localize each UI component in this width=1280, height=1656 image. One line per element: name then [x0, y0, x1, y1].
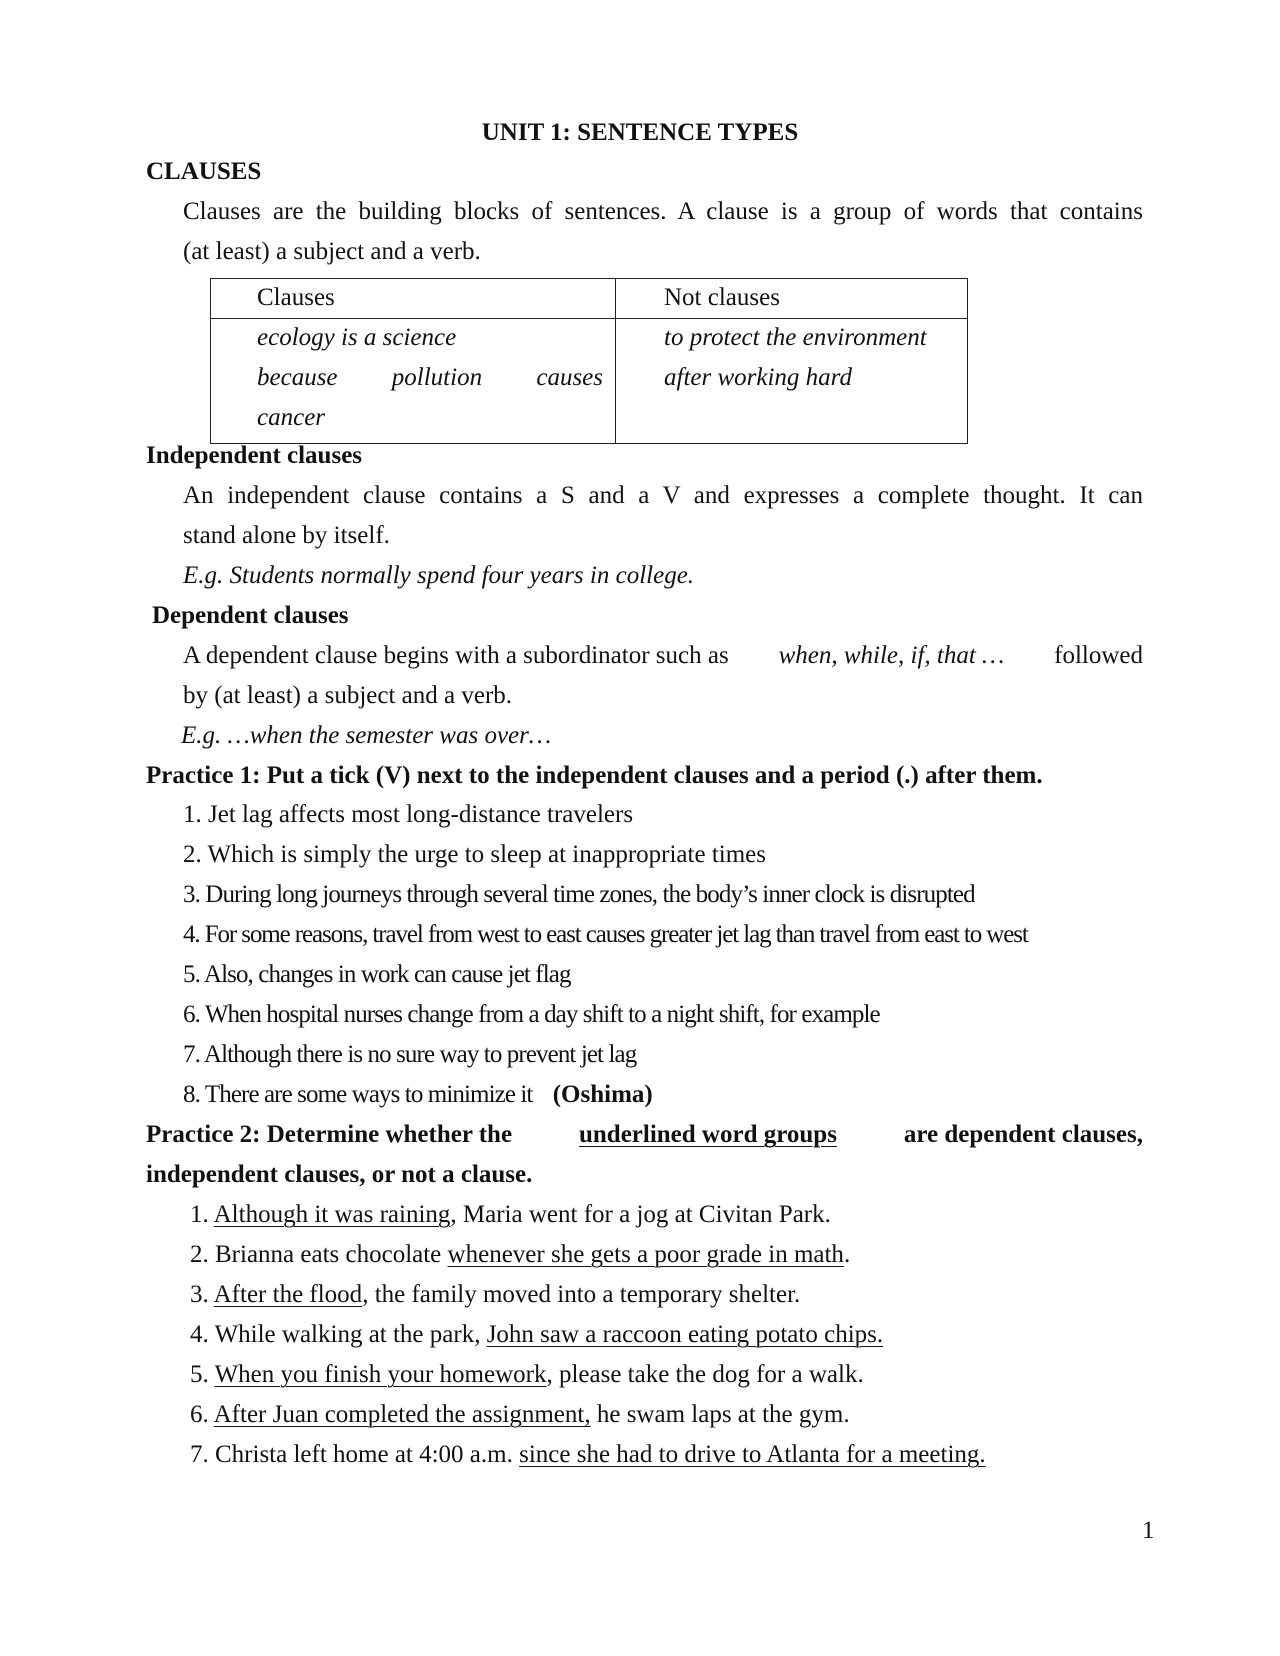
- practice2-item: [190, 1320, 883, 1350]
- dependent-line1-text: A dependent clause begins with a subordinator such as: [183, 642, 729, 669]
- practice2-item: [190, 1280, 800, 1310]
- independent-example: E.g. Students normally spend four years in college.: [183, 562, 695, 589]
- practice2-item: [190, 1440, 986, 1470]
- table-header-not-clauses: Not clauses: [664, 284, 780, 311]
- practice1-item: 1. Jet lag affects most long-distance travelers: [183, 801, 634, 828]
- item-text: , Maria went for a jog at Civitan Park.: [450, 1201, 831, 1228]
- independent-line2: stand alone by itself.: [183, 522, 390, 549]
- practice1-heading: Practice 1: Put a tick (V) next to the independent clauses and a period (.) after them.: [146, 762, 1043, 789]
- independent-clauses-heading: Independent clauses: [146, 442, 363, 469]
- item-number: 4.: [190, 1321, 209, 1348]
- underlined-word-group: After the flood: [213, 1281, 363, 1308]
- not-clauses-examples-cell: [616, 319, 968, 444]
- practice2-heading-text: Practice 2: Determine whether the: [146, 1121, 513, 1148]
- underlined-word-group: John saw a raccoon eating potato chips.: [486, 1321, 884, 1348]
- dependent-line1-end: followed: [1054, 642, 1143, 669]
- clauses-examples-cell: [211, 319, 616, 444]
- item-text: While walking at the park,: [214, 1321, 487, 1348]
- dependent-example: E.g. …when the semester was over…: [181, 722, 552, 749]
- practice1-source: (Oshima): [552, 1081, 653, 1108]
- underlined-word-group: After Juan completed the assignment,: [213, 1401, 591, 1428]
- item-number: 2.: [190, 1241, 209, 1268]
- item-text: Brianna eats chocolate: [215, 1241, 448, 1268]
- item-number: 3.: [190, 1281, 209, 1308]
- practice2-item: [190, 1200, 831, 1230]
- item-text: , please take the dog for a walk.: [546, 1361, 864, 1388]
- clause-example: ecology is a science: [257, 324, 457, 351]
- practice1-item: 8. There are some ways to minimize it: [183, 1081, 533, 1108]
- clause-example: because pollution causes: [257, 364, 603, 391]
- item-number: 5.: [190, 1361, 209, 1388]
- not-clause-example: after working hard: [664, 364, 852, 391]
- practice1-item-last: [183, 1080, 653, 1110]
- clauses-table: [210, 278, 968, 444]
- subordinators-list: when, while, if, that …: [778, 642, 1005, 669]
- practice2-heading-line2: independent clauses, or not a clause.: [146, 1161, 533, 1188]
- underlined-word-group: Although it was raining: [213, 1201, 451, 1228]
- clauses-table-header-cell: [211, 279, 616, 319]
- item-text: .: [843, 1241, 851, 1268]
- practice2-heading-line1: [146, 1120, 1143, 1150]
- underlined-word-group: since she had to drive to Atlanta for a meeting.: [519, 1441, 986, 1468]
- dependent-line1: [183, 641, 1143, 671]
- item-text: Christa left home at 4:00 a.m.: [215, 1441, 520, 1468]
- dependent-clauses-heading: Dependent clauses: [152, 602, 349, 629]
- practice1-item: 3. During long journeys through several time zones, the body’s inner clock is disrupted: [183, 881, 975, 908]
- item-text: he swam laps at the gym.: [590, 1401, 850, 1428]
- item-number: 7.: [190, 1441, 209, 1468]
- independent-line1: An independent clause contains a S and a V and expresses a complete thought. It can: [183, 482, 1143, 509]
- page-number: 1: [1142, 1517, 1155, 1544]
- item-number: 1.: [190, 1201, 209, 1228]
- practice1-item: 6. When hospital nurses change from a day shift to a night shift, for example: [183, 1001, 880, 1028]
- not-clauses-table-header-cell: [616, 279, 968, 319]
- practice1-item: 7. Although there is no sure way to prevent jet lag: [183, 1041, 637, 1068]
- practice2-item: [190, 1400, 850, 1430]
- practice1-item: 2. Which is simply the urge to sleep at inappropriate times: [183, 841, 766, 868]
- practice2-item: [190, 1360, 864, 1390]
- clauses-intro-line2: (at least) a subject and a verb.: [183, 238, 481, 265]
- not-clause-example: to protect the environment: [664, 324, 927, 351]
- clauses-heading: CLAUSES: [146, 158, 262, 185]
- clauses-intro-line1: Clauses are the building blocks of sentences. A clause is a group of words that contains: [183, 198, 1143, 225]
- table-header-clauses: Clauses: [257, 284, 335, 311]
- item-number: 6.: [190, 1401, 209, 1428]
- underlined-word-group: When you finish your homework: [214, 1361, 547, 1388]
- underlined-word-group: whenever she gets a poor grade in math: [447, 1241, 844, 1268]
- clause-example: cancer: [257, 404, 326, 431]
- practice2-item: [190, 1240, 850, 1270]
- practice2-heading-end: are dependent clauses,: [903, 1121, 1143, 1148]
- page-title: UNIT 1: SENTENCE TYPES: [481, 119, 799, 146]
- dependent-line2: by (at least) a subject and a verb.: [183, 682, 513, 709]
- item-text: , the family moved into a temporary shelter.: [362, 1281, 801, 1308]
- practice2-heading-underlined: underlined word groups: [578, 1121, 837, 1148]
- practice1-item: 4. For some reasons, travel from west to east causes greater jet lag than travel from east to west: [183, 921, 1028, 948]
- practice1-item: 5. Also, changes in work can cause jet flag: [183, 961, 571, 988]
